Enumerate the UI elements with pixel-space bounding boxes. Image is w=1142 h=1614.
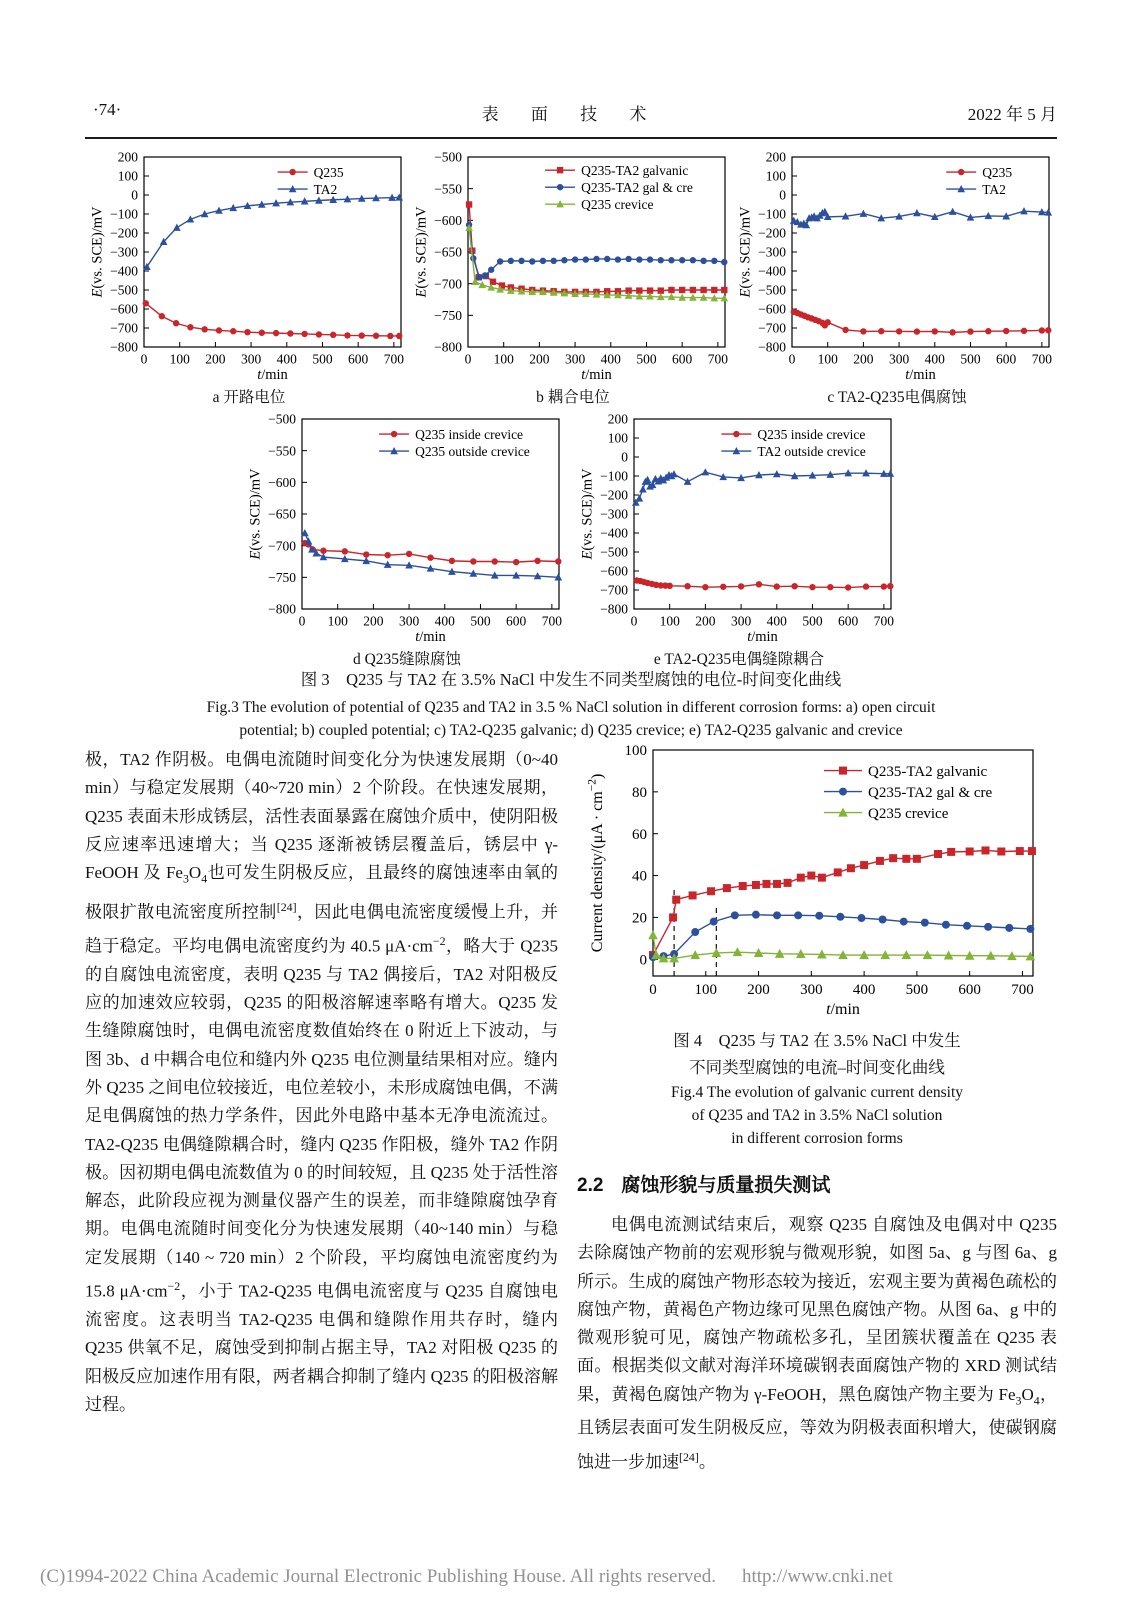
figure3-caption-en-line2: potential; b) coupled potential; c) TA2-Q235 galvanic; d) Q235 crevice; e) TA2-Q235 galvanic and crevice bbox=[239, 722, 903, 739]
header-rule bbox=[85, 137, 1057, 139]
chart-d-crevice-svg bbox=[246, 411, 568, 645]
svg-text:300: 300 bbox=[730, 613, 752, 629]
svg-text:−800: −800 bbox=[110, 339, 138, 355]
chart-b-block bbox=[412, 149, 734, 407]
figure4-caption bbox=[577, 1027, 1057, 1150]
svg-text:−600: −600 bbox=[110, 301, 138, 317]
svg-text:−100: −100 bbox=[110, 206, 138, 222]
svg-text:−300: −300 bbox=[600, 506, 628, 522]
figure4-caption-en-line1: Fig.4 The evolution of galvanic current density bbox=[671, 1084, 963, 1101]
svg-text:0: 0 bbox=[298, 613, 306, 629]
svg-text:0: 0 bbox=[464, 351, 472, 367]
figure3-caption-en-line1: Fig.3 The evolution of potential of Q235 and TA2 in 3.5 % NaCl solution in different corrosion forms: a) open circuit bbox=[206, 699, 936, 716]
svg-text:100: 100 bbox=[607, 430, 628, 446]
svg-text:300: 300 bbox=[800, 982, 823, 998]
svg-text:−600: −600 bbox=[758, 301, 786, 317]
chart-a-open-circuit-svg bbox=[88, 149, 410, 383]
svg-text:−800: −800 bbox=[600, 601, 628, 617]
page-number: ·74· bbox=[93, 100, 122, 119]
svg-text:−300: −300 bbox=[110, 244, 138, 260]
left-column-paragraph: 极，TA2 作阴极。电偶电流随时间变化分为快速发展期（0~40 min）与稳定发展期（40~720 min）2 个阶段。在快速发展期，Q235 表面未形成锈层，活性表面暴露在腐蚀介质中，使阴阳极反应速率迅速增大；当 Q235 逐渐被锈层覆盖后，锈层中 γ-FeOOH 及 $Fe_3O_4$也可发生阴极反应，且最终的腐蚀速率由氧的极限扩散电流密度所控制[24]，因此电偶电流密度缓慢上升，并趋于稳定。平均电偶电流密度约为 40.5 $\mu A\cdot cm^{-2}$，略大于 Q235 的自腐蚀电流密度，表明 Q235 与 TA2 偶接后，TA2 对阳极反应的加速效应较弱，Q235 的阳极溶解速率略有增大。Q235 发生缝隙腐蚀时，电偶电流密度数值始终在 0 附近上下波动，与图 3b、d 中耦合电位和缝内外 Q235 电位测量结果相对应。缝内外 Q235 之间电位较接近，电位差较小，未形成腐蚀电偶，不满足电偶腐蚀的热力学条件，因此外电路中基本无净电流流过。TA2-Q235 电偶缝隙耦合时，缝内 Q235 作阳极，缝外 TA2 作阴极。因初期电偶电流数值为 0 的时间较短，且 Q235 处于活性溶解态，此阶段应视为测量仪器产生的误差，而非缝隙腐蚀孕育期。电偶电流随时间变化分为快速发展期（40~140 min）与稳定发展期（140 ~ 720 min）2 个阶段，平均腐蚀电流密度约为 15.8 $\mu A\cdot cm^{-2}$，小于 TA2-Q235 电偶电流密度与 Q235 自腐蚀电流密度。这表明当 TA2-Q235 电偶和缝隙作用共存时，缝内 Q235 供氧不足，腐蚀受到抑制占据主导，TA2 对阳极 Q235 的阳极反应加速作用有限，两者耦合抑制了缝内 Q235 的阳极溶解过程。 bbox=[85, 750, 559, 1414]
svg-text:−650: −650 bbox=[268, 506, 296, 522]
svg-text:20: 20 bbox=[632, 910, 647, 927]
svg-text:t/min: t/min bbox=[747, 629, 778, 645]
svg-text:E(vs. SCE)/mV: E(vs. SCE)/mV bbox=[247, 468, 264, 560]
svg-text:−700: −700 bbox=[110, 320, 138, 336]
chart-b-caption: b 耦合电位 bbox=[536, 389, 610, 406]
svg-text:100: 100 bbox=[493, 351, 514, 367]
svg-text:−800: −800 bbox=[434, 339, 462, 355]
svg-text:600: 600 bbox=[506, 613, 527, 629]
chart-a-block bbox=[88, 149, 410, 407]
svg-text:400: 400 bbox=[852, 982, 876, 998]
svg-text:Q235-TA2 galvanic: Q235-TA2 galvanic bbox=[581, 162, 689, 178]
figure4-current-density-svg bbox=[587, 742, 1047, 1018]
svg-text:200: 200 bbox=[363, 613, 384, 629]
svg-text:100: 100 bbox=[117, 168, 138, 184]
svg-text:500: 500 bbox=[470, 613, 491, 629]
svg-text:0: 0 bbox=[131, 187, 138, 203]
section-number: 2.2 bbox=[577, 1175, 604, 1196]
svg-text:−600: −600 bbox=[434, 212, 462, 228]
figure3-row2 bbox=[88, 411, 1058, 669]
svg-text:Q235: Q235 bbox=[313, 164, 344, 180]
chart-c-galvanic-svg bbox=[736, 149, 1058, 383]
svg-text:500: 500 bbox=[802, 613, 823, 629]
svg-text:200: 200 bbox=[529, 351, 550, 367]
svg-text:0: 0 bbox=[788, 351, 796, 367]
svg-text:0: 0 bbox=[649, 982, 657, 998]
svg-text:−750: −750 bbox=[434, 307, 462, 323]
svg-text:400: 400 bbox=[434, 613, 455, 629]
svg-text:80: 80 bbox=[632, 784, 647, 801]
svg-text:E(vs. SCE)/mV: E(vs. SCE)/mV bbox=[413, 206, 430, 298]
svg-text:100: 100 bbox=[327, 613, 348, 629]
svg-text:−650: −650 bbox=[434, 244, 462, 260]
chart-c-block bbox=[736, 149, 1058, 407]
svg-text:600: 600 bbox=[838, 613, 859, 629]
svg-text:700: 700 bbox=[541, 613, 562, 629]
svg-text:100: 100 bbox=[624, 743, 647, 760]
svg-text:TA2 outside crevice: TA2 outside crevice bbox=[757, 443, 866, 459]
svg-text:400: 400 bbox=[276, 351, 297, 367]
svg-text:Q235 crevice: Q235 crevice bbox=[581, 196, 654, 212]
svg-text:500: 500 bbox=[960, 351, 981, 367]
svg-text:600: 600 bbox=[958, 982, 981, 998]
svg-text:−700: −700 bbox=[268, 538, 296, 554]
figure4-caption-cn-line2: 不同类型腐蚀的电流–时间变化曲线 bbox=[689, 1058, 945, 1077]
svg-text:Q235: Q235 bbox=[982, 164, 1013, 180]
svg-text:600: 600 bbox=[348, 351, 369, 367]
svg-text:TA2: TA2 bbox=[313, 181, 338, 197]
svg-text:700: 700 bbox=[707, 351, 728, 367]
svg-text:0: 0 bbox=[140, 351, 148, 367]
svg-text:700: 700 bbox=[383, 351, 404, 367]
section-title: 腐蚀形貌与质量损失测试 bbox=[621, 1175, 831, 1196]
svg-text:700: 700 bbox=[1031, 351, 1052, 367]
journal-title: 表 面 技 术 bbox=[481, 105, 661, 124]
svg-text:−700: −700 bbox=[758, 320, 786, 336]
svg-text:−500: −500 bbox=[600, 544, 628, 560]
footer-copyright: (C)1994-2022 China Academic Journal Electronic Publishing House. All rights reserved. bbox=[40, 1566, 716, 1587]
svg-text:t/min: t/min bbox=[581, 367, 612, 383]
svg-text:−500: −500 bbox=[110, 282, 138, 298]
svg-text:−700: −700 bbox=[434, 276, 462, 292]
svg-text:500: 500 bbox=[312, 351, 333, 367]
figure4-caption-en-line3: in different corrosion forms bbox=[731, 1130, 903, 1147]
svg-text:200: 200 bbox=[607, 411, 628, 427]
svg-text:−400: −400 bbox=[110, 263, 138, 279]
svg-text:−800: −800 bbox=[268, 601, 296, 617]
figure3-row1 bbox=[88, 149, 1058, 407]
page-footer bbox=[40, 1566, 1100, 1588]
chart-e-caption: e TA2-Q235电偶缝隙耦合 bbox=[653, 651, 825, 668]
svg-text:−600: −600 bbox=[600, 563, 628, 579]
svg-text:−550: −550 bbox=[268, 443, 296, 459]
svg-text:0: 0 bbox=[779, 187, 786, 203]
svg-text:−100: −100 bbox=[758, 206, 786, 222]
svg-text:E(vs. SCE)/mV: E(vs. SCE)/mV bbox=[737, 206, 754, 298]
svg-text:600: 600 bbox=[672, 351, 693, 367]
svg-text:t/min: t/min bbox=[826, 1001, 860, 1018]
svg-text:200: 200 bbox=[205, 351, 226, 367]
svg-text:t/min: t/min bbox=[415, 629, 446, 645]
svg-text:700: 700 bbox=[1011, 982, 1034, 998]
footer-url[interactable]: http://www.cnki.net bbox=[741, 1566, 893, 1587]
svg-text:−800: −800 bbox=[758, 339, 786, 355]
svg-text:−750: −750 bbox=[268, 569, 296, 585]
svg-text:−700: −700 bbox=[600, 582, 628, 598]
svg-text:60: 60 bbox=[632, 826, 647, 843]
page-header bbox=[85, 98, 1057, 128]
figure4-chart-wrap bbox=[577, 742, 1057, 1023]
section-heading bbox=[577, 1170, 1057, 1197]
svg-text:40: 40 bbox=[632, 868, 647, 885]
svg-text:200: 200 bbox=[747, 982, 770, 998]
figure4-caption-en-line2: of Q235 and TA2 in 3.5% NaCl solution bbox=[691, 1107, 943, 1124]
svg-text:−550: −550 bbox=[434, 181, 462, 197]
svg-text:200: 200 bbox=[853, 351, 874, 367]
svg-text:200: 200 bbox=[765, 149, 786, 165]
svg-text:600: 600 bbox=[996, 351, 1017, 367]
issue-date: 2022 年 5 月 bbox=[967, 105, 1057, 124]
svg-text:Q235-TA2 gal & cre: Q235-TA2 gal & cre bbox=[868, 784, 993, 801]
svg-text:Q235 outside crevice: Q235 outside crevice bbox=[415, 443, 530, 459]
svg-text:400: 400 bbox=[766, 613, 787, 629]
svg-text:t/min: t/min bbox=[905, 367, 936, 383]
chart-e-galvanic-crevice-svg bbox=[578, 411, 900, 645]
svg-text:100: 100 bbox=[694, 982, 718, 998]
svg-text:0: 0 bbox=[639, 952, 647, 969]
svg-text:400: 400 bbox=[600, 351, 621, 367]
svg-text:−100: −100 bbox=[600, 468, 628, 484]
svg-text:E(vs. SCE)/mV: E(vs. SCE)/mV bbox=[579, 468, 596, 560]
svg-text:100: 100 bbox=[169, 351, 190, 367]
svg-text:0: 0 bbox=[621, 449, 628, 465]
svg-text:−500: −500 bbox=[268, 411, 296, 427]
svg-text:−300: −300 bbox=[758, 244, 786, 260]
svg-text:Q235-TA2 gal & cre: Q235-TA2 gal & cre bbox=[581, 179, 693, 195]
svg-text:300: 300 bbox=[888, 351, 910, 367]
right-column bbox=[577, 742, 1057, 1477]
svg-text:−200: −200 bbox=[600, 487, 628, 503]
svg-text:−500: −500 bbox=[434, 149, 462, 165]
right-column-paragraph: 电偶电流测试结束后，观察 Q235 自腐蚀及电偶对中 Q235 去除腐蚀产物前的宏观形貌与微观形貌，如图 5a、g 与图 6a、g 所示。生成的腐蚀产物形态较为接近，宏观主要为黄褐色疏松的腐蚀产物，黄褐色产物边缘可见黑色腐蚀产物。从图 6a、g 中的微观形貌可见，腐蚀产物疏松多孔，呈团簇状覆盖在 Q235 表面。根据类似文献对海洋环境碳钢表面腐蚀产物的 XRD 测试结果，黄褐色腐蚀产物为 γ-FeOOH，黑色腐蚀产物主要为 $Fe_3O_4$，且锈层表面可发生阴极反应，等效为阴极表面积增大，使碳钢腐蚀进一步加速[24]。 bbox=[577, 1215, 1057, 1472]
svg-text:Q235-TA2 galvanic: Q235-TA2 galvanic bbox=[868, 763, 988, 780]
svg-text:−200: −200 bbox=[758, 225, 786, 241]
svg-text:400: 400 bbox=[924, 351, 945, 367]
svg-text:100: 100 bbox=[817, 351, 838, 367]
svg-text:−500: −500 bbox=[758, 282, 786, 298]
svg-text:100: 100 bbox=[659, 613, 680, 629]
svg-text:−200: −200 bbox=[110, 225, 138, 241]
svg-text:E(vs. SCE)/mV: E(vs. SCE)/mV bbox=[89, 206, 106, 298]
chart-e-block bbox=[578, 411, 900, 669]
svg-text:300: 300 bbox=[240, 351, 262, 367]
svg-text:−600: −600 bbox=[268, 474, 296, 490]
chart-a-caption: a 开路电位 bbox=[212, 389, 286, 406]
chart-c-caption: c TA2-Q235电偶腐蚀 bbox=[827, 389, 967, 406]
svg-text:300: 300 bbox=[398, 613, 420, 629]
svg-text:−400: −400 bbox=[600, 525, 628, 541]
svg-text:500: 500 bbox=[905, 982, 929, 998]
figure3-caption bbox=[60, 666, 1082, 742]
svg-text:Current density/(μA · cm−2): Current density/(μA · $cm^{-2}$) bbox=[587, 773, 606, 953]
chart-d-block bbox=[246, 411, 568, 669]
svg-text:Q235 inside crevice: Q235 inside crevice bbox=[415, 426, 524, 442]
svg-text:t/min: t/min bbox=[257, 367, 288, 383]
figure4-caption-cn-line1: 图 4 Q235 与 TA2 在 3.5% NaCl 中发生 bbox=[673, 1031, 961, 1050]
svg-text:TA2: TA2 bbox=[982, 181, 1006, 197]
figure3-caption-cn: 图 3 Q235 与 TA2 在 3.5% NaCl 中发生不同类型腐蚀的电位-时间变化曲线 bbox=[300, 670, 842, 689]
svg-text:Q235 inside crevice: Q235 inside crevice bbox=[757, 426, 866, 442]
svg-text:200: 200 bbox=[695, 613, 716, 629]
svg-text:500: 500 bbox=[636, 351, 657, 367]
chart-b-coupled-potential-svg bbox=[412, 149, 734, 383]
chart-d-caption: d Q235缝隙腐蚀 bbox=[352, 651, 462, 668]
svg-text:Q235 crevice: Q235 crevice bbox=[868, 805, 949, 822]
svg-text:100: 100 bbox=[765, 168, 786, 184]
svg-text:0: 0 bbox=[630, 613, 638, 629]
svg-text:200: 200 bbox=[117, 149, 138, 165]
svg-text:300: 300 bbox=[564, 351, 586, 367]
svg-text:700: 700 bbox=[873, 613, 894, 629]
svg-text:−400: −400 bbox=[758, 263, 786, 279]
